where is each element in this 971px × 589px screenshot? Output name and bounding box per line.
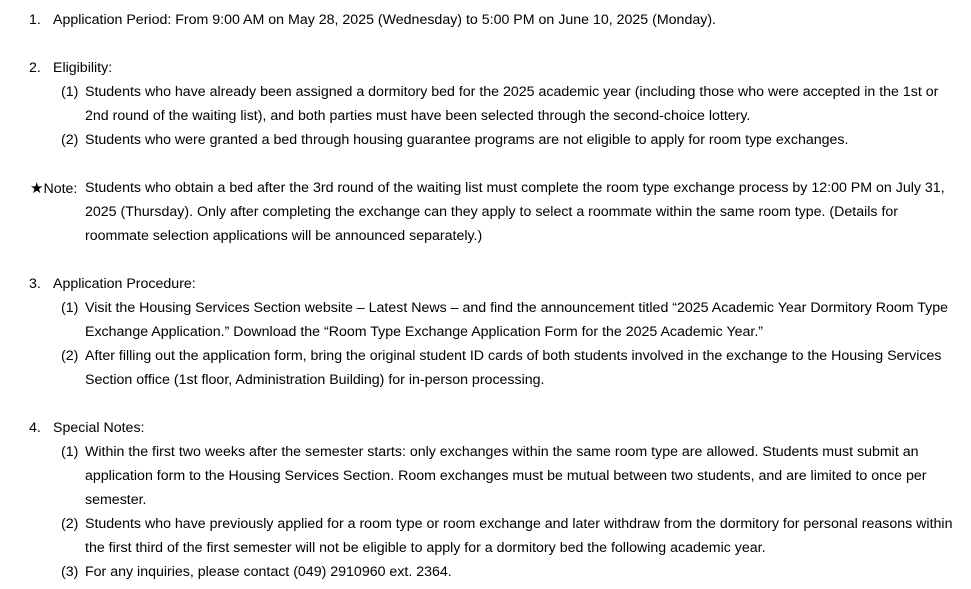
item-text: Students who were granted a bed through housing guarantee programs are not eligible to apply for room type exchanges. (85, 132, 849, 148)
item-text: After filling out the application form, bring the original student ID cards of both students involved in the exchange to the Housing Services Section office (1st floor, Administration Building) for in-person processing. (85, 348, 942, 388)
note-label: Note: (43, 181, 78, 197)
section-application-period (0, 8, 971, 32)
item-number: (2) (61, 132, 79, 148)
section-number: 3. (29, 276, 41, 292)
list-item (0, 80, 971, 128)
note-text: Students who obtain a bed after the 3rd round of the waiting list must complete the room type exchange process by 12:00 PM on July 31, 2025 (Thursday). Only after completing the exchange can they apply to select a roommate within the same room type. (Details for roommate selection applications will be announced separately.) (85, 180, 945, 244)
item-text: Within the first two weeks after the semester starts: only exchanges within the same room type are allowed. Students must submit an application form to the Housing Services Section. Room exchanges must be mutual between two students, and are limited to once per semester. (85, 444, 927, 508)
document-body (0, 8, 971, 584)
section-heading: Special Notes: (53, 420, 145, 436)
item-number: (2) (61, 348, 79, 364)
section-heading: Eligibility: (53, 60, 113, 76)
section-number: 1. (29, 12, 41, 28)
item-number: (3) (61, 564, 79, 580)
section-special-notes (0, 416, 971, 440)
item-text: For any inquiries, please contact (049) 2910960 ext. 2364. (85, 564, 452, 580)
section-eligibility (0, 56, 971, 80)
list-item (0, 128, 971, 152)
list-item (0, 512, 971, 560)
star-icon: ★ (30, 179, 44, 197)
spacer (0, 32, 971, 56)
section-application-procedure (0, 272, 971, 296)
list-item (0, 440, 971, 512)
section-text: Application Period: From 9:00 AM on May 28, 2025 (Wednesday) to 5:00 PM on June 10, 2025 (Monday). (53, 12, 716, 28)
item-number: (1) (61, 300, 79, 316)
list-item (0, 560, 971, 584)
item-number: (1) (61, 84, 79, 100)
section-number: 4. (29, 420, 41, 436)
note-lead (30, 176, 77, 201)
list-item (0, 296, 971, 344)
item-text: Students who have already been assigned a dormitory bed for the 2025 academic year (including those who were accepted in the 1st or 2nd round of the waiting list), and both parties must have been selected through the second-choice lottery. (85, 84, 939, 124)
item-text: Visit the Housing Services Section website – Latest News – and find the announcement titled “2025 Academic Year Dormitory Room Type Exchange Application.” Download the “Room Type Exchange Application Form for the 2025 Academic Year.” (85, 300, 949, 340)
spacer (0, 392, 971, 416)
section-heading: Application Procedure: (53, 276, 196, 292)
item-number: (1) (61, 444, 79, 460)
section-number: 2. (29, 60, 41, 76)
spacer (0, 152, 971, 176)
note-block (0, 176, 971, 248)
list-item (0, 344, 971, 392)
item-text: Students who have previously applied for a room type or room exchange and later withdraw from the dormitory for personal reasons within the first third of the first semester will not be eligible to apply for a dormitory bed the following academic year. (85, 516, 953, 556)
item-number: (2) (61, 516, 79, 532)
spacer (0, 248, 971, 272)
